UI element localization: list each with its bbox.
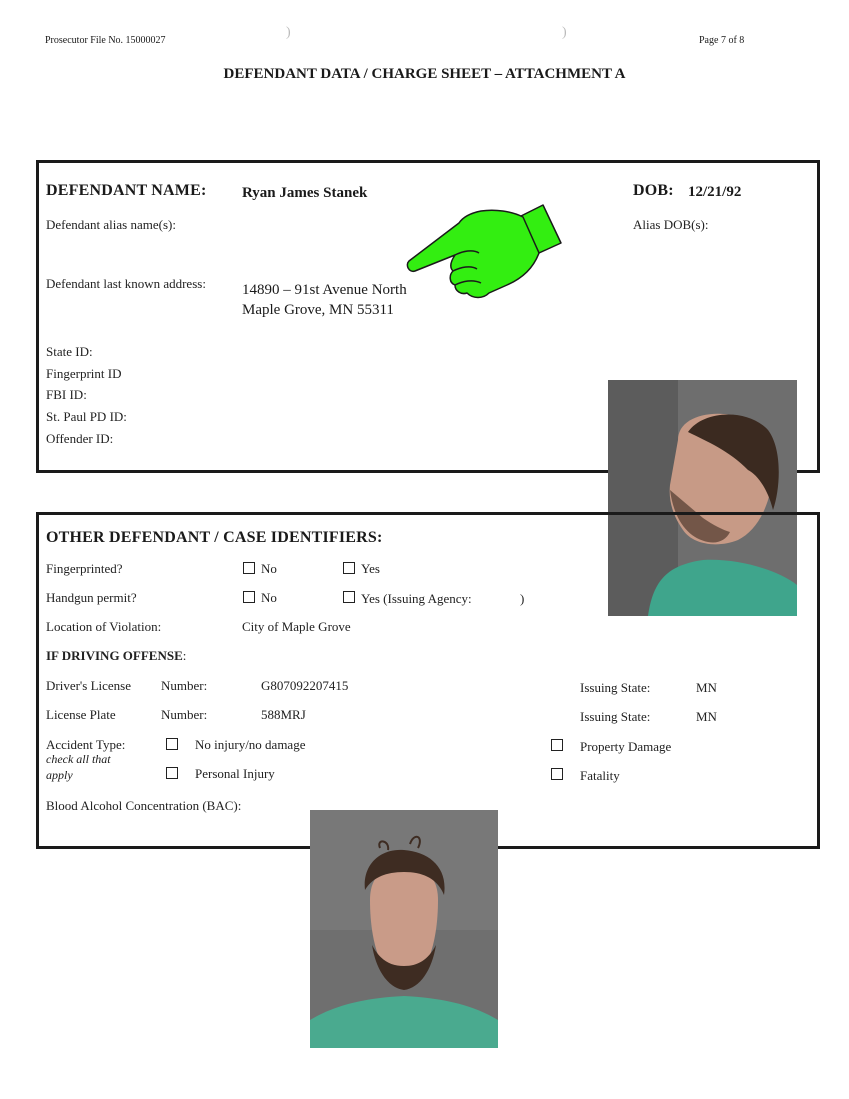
plate-number-value: 588MRJ [261, 707, 306, 722]
fingerprinted-yes-label: Yes [361, 561, 380, 576]
frontal-mugshot-photo [310, 810, 498, 1048]
alias-label: Defendant alias name(s): [46, 217, 176, 232]
dob-label: DOB: [633, 182, 674, 199]
scan-mark-1: ) [286, 25, 291, 40]
plate-issuing-state-label: Issuing State: [580, 709, 651, 724]
license-plate-label: License Plate [46, 707, 116, 722]
property-damage-label: Property Damage [580, 739, 672, 754]
check-all-line-2: apply [46, 768, 73, 782]
fbi-id-label: FBI ID: [46, 387, 87, 402]
location-label: Location of Violation: [46, 619, 162, 634]
alias-dob-label: Alias DOB(s): [633, 217, 709, 232]
fingerprinted-label: Fingerprinted? [46, 561, 123, 576]
driving-offense-heading [46, 648, 186, 664]
fingerprinted-yes-checkbox[interactable] [343, 562, 355, 574]
handgun-yes-checkbox[interactable] [343, 591, 355, 603]
handgun-permit-label: Handgun permit? [46, 590, 137, 605]
prosecutor-file-number: Prosecutor File No. 15000027 [45, 35, 166, 46]
fingerprint-id-label: Fingerprint ID [46, 366, 122, 381]
dob-value: 12/21/92 [688, 184, 742, 200]
license-issuing-state-value: MN [696, 680, 717, 695]
scan-mark-2: ) [562, 25, 567, 40]
handgun-no-checkbox[interactable] [243, 591, 255, 603]
st-paul-pd-id-label: St. Paul PD ID: [46, 409, 127, 424]
offender-id-label: Offender ID: [46, 431, 114, 446]
page-title: DEFENDANT DATA / CHARGE SHEET – ATTACHMENT A [223, 66, 626, 82]
accident-type-label: Accident Type: [46, 737, 126, 752]
property-damage-checkbox[interactable] [551, 739, 563, 751]
identifiers-title: OTHER DEFENDANT / CASE IDENTIFIERS: [46, 529, 383, 546]
handgun-yes-issuing-label: Yes (Issuing Agency: [361, 591, 472, 606]
license-number-value: G807092207415 [261, 678, 349, 693]
fingerprinted-no-label: No [261, 561, 277, 576]
fingerprinted-no-checkbox[interactable] [243, 562, 255, 574]
address-line-1: 14890 – 91st Avenue North [242, 282, 407, 298]
fatality-label: Fatality [580, 768, 620, 783]
driving-offense-label: IF DRIVING OFFENSE [46, 648, 183, 663]
pointing-hand-icon [403, 203, 563, 303]
plate-issuing-state-value: MN [696, 709, 717, 724]
handgun-close-paren: ) [520, 591, 525, 606]
handgun-no-label: No [261, 590, 277, 605]
location-value: City of Maple Grove [242, 619, 351, 634]
bac-label: Blood Alcohol Concentration (BAC): [46, 798, 242, 813]
state-id-label: State ID: [46, 344, 93, 359]
address-line-2: Maple Grove, MN 55311 [242, 302, 394, 318]
no-injury-checkbox[interactable] [166, 738, 178, 750]
personal-injury-checkbox[interactable] [166, 767, 178, 779]
defendant-name: Ryan James Stanek [242, 185, 368, 201]
license-number-label: Number: [161, 678, 208, 693]
personal-injury-label: Personal Injury [195, 766, 275, 781]
check-all-line-1: check all that [46, 752, 111, 766]
address-label: Defendant last known address: [46, 276, 206, 291]
defendant-name-label: DEFENDANT NAME: [46, 182, 207, 199]
license-issuing-state-label: Issuing State: [580, 680, 651, 695]
plate-number-label: Number: [161, 707, 208, 722]
driving-offense-colon: : [182, 648, 187, 663]
drivers-license-label: Driver's License [46, 678, 132, 693]
no-injury-label: No injury/no damage [195, 737, 306, 752]
fatality-checkbox[interactable] [551, 768, 563, 780]
page-number: Page 7 of 8 [699, 35, 745, 46]
